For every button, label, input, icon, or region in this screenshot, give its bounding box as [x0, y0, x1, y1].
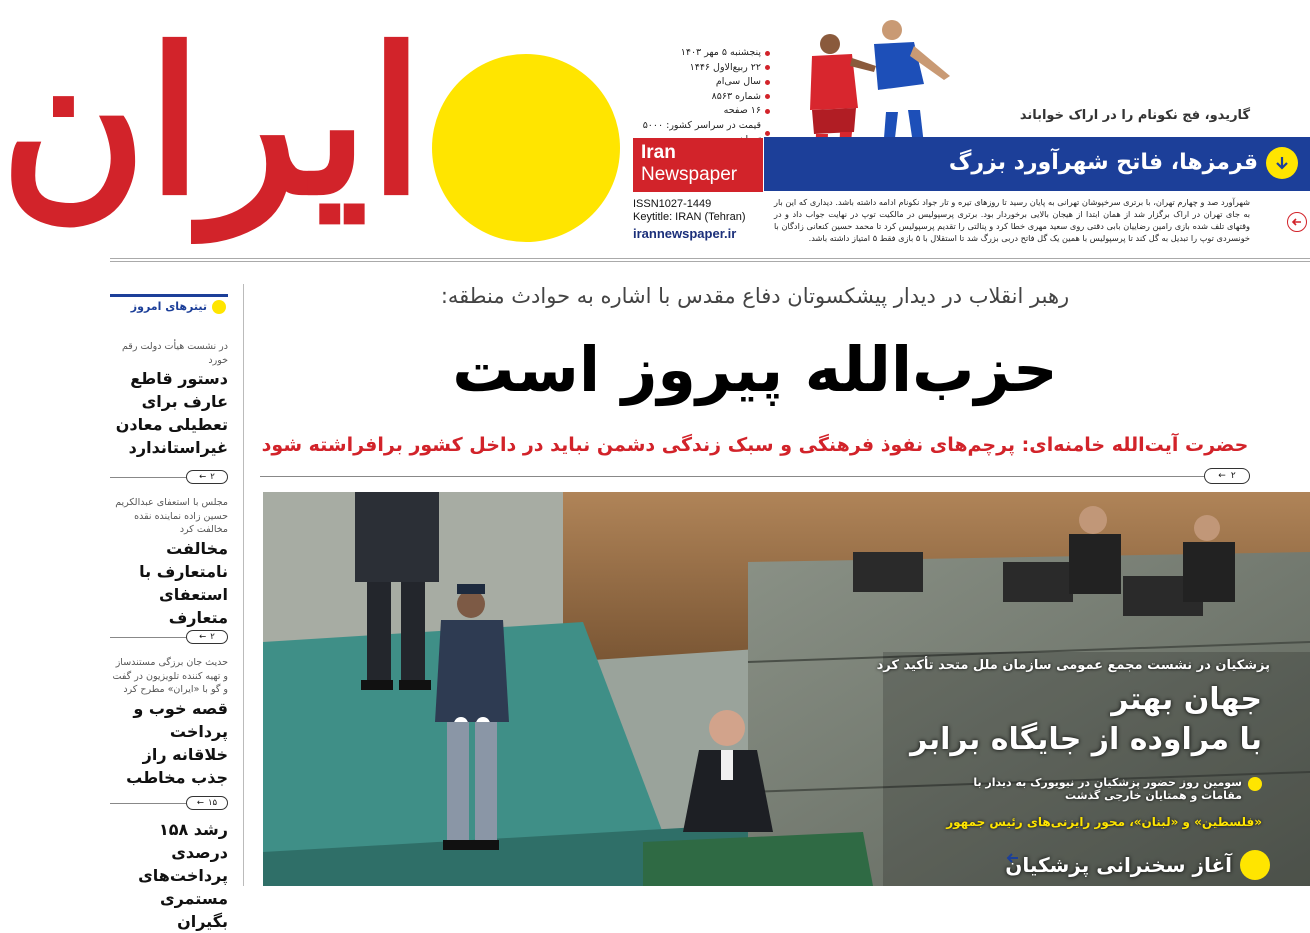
- masthead-rule: [110, 258, 1310, 262]
- page-pill: ← ۲: [1204, 468, 1250, 484]
- issue-meta-row: سال سی‌ام: [630, 75, 770, 90]
- left-story[interactable]: [110, 818, 228, 933]
- left-story-kicker: در نشست هیأت دولت رقم خورد: [121, 341, 228, 366]
- newspaper-logo[interactable]: ایران: [0, 5, 424, 240]
- page-reference[interactable]: [110, 796, 228, 810]
- page-reference[interactable]: [110, 470, 228, 484]
- yellow-bullet-icon: [212, 300, 226, 314]
- un-assembly-photo[interactable]: [263, 492, 1310, 886]
- issue-meta-row: قیمت در سراسر کشور: ۵۰۰۰: [630, 119, 770, 148]
- sport-kicker[interactable]: گاریدو، فج نکونام را در اراک خواباند: [1019, 108, 1250, 123]
- arrow-left-icon[interactable]: [1287, 212, 1307, 232]
- red-dot-icon: [765, 131, 770, 136]
- red-dot-icon: [765, 94, 770, 99]
- main-headline[interactable]: حزب‌الله پیروز است: [452, 333, 1058, 406]
- divider: [110, 477, 186, 478]
- red-dot-icon: [765, 65, 770, 70]
- headline-supra[interactable]: رهبر انقلاب در دیدار پیشکسوتان دفاع مقدس با اشاره به حوادث منطقه:: [440, 284, 1070, 308]
- brand-box: [633, 138, 763, 192]
- page-reference[interactable]: [110, 630, 228, 644]
- masthead: [0, 0, 1310, 258]
- issue-meta-row: پنجشنبه ۵ مهر ۱۴۰۳: [630, 46, 770, 61]
- left-story-title: دستور قاطع عارف برای تعطیلی معادن غیراستاندارد: [115, 369, 228, 457]
- issue-meta-row: ۱۶ صفحه: [630, 104, 770, 119]
- red-dot-icon: [765, 109, 770, 114]
- photo-story-title: [842, 680, 1262, 760]
- arrow-left-icon: ←: [196, 798, 204, 808]
- issn-block: [633, 198, 773, 224]
- divider: [110, 803, 186, 804]
- photo-story-bullet: سومین روز حضور پزشکیان در نیویورک به دیدار با مقامات و همتایان خارجی گذشت: [972, 776, 1262, 802]
- todays-headlines-header: [110, 294, 228, 316]
- brand-line-2: Newspaper: [641, 164, 738, 185]
- website-link[interactable]: irannewspaper.ir: [633, 226, 737, 241]
- yellow-sun-emblem: [432, 54, 620, 242]
- left-story-title: رشد ۱۵۸ درصدی پرداخت‌های مستمری بگیران: [138, 820, 228, 931]
- next-story-title: آغاز سخنرانی پزشکیان: [1005, 853, 1232, 877]
- sub-headline[interactable]: حضرت آیت‌الله خامنه‌ای: پرچم‌های نفوذ فرهنگی و سبک زندگی دشمن نباید در داخل کشور برافراشته شود: [261, 434, 1249, 456]
- photo-story-title-line: جهان بهتر: [1111, 682, 1262, 717]
- arrow-left-icon: [1240, 850, 1270, 880]
- page-pill: ← ۲: [186, 630, 228, 644]
- column-divider: [243, 284, 244, 886]
- left-story[interactable]: [110, 496, 228, 629]
- left-story-kicker: مجلس با استعفای عبدالکریم حسین زاده نماینده نقده مخالفت کرد: [115, 497, 228, 535]
- left-story[interactable]: [110, 340, 228, 459]
- left-story[interactable]: [110, 656, 228, 789]
- arrow-down-icon: [1266, 147, 1298, 179]
- photo-story-title-line: با مراوده از جایگاه برابر: [910, 722, 1262, 757]
- keytitle: Keytitle: IRAN (Tehran): [633, 211, 746, 223]
- left-story-kicker: حدیث جان برزگی مستندساز و تهیه کننده تلویزیون در گفت و گو با «ایران» مطرح کرد: [112, 657, 228, 695]
- arrow-left-icon: ←: [199, 632, 207, 642]
- issn: ISSN1027-1449: [633, 198, 712, 210]
- red-dot-icon: [765, 80, 770, 85]
- brand-line-1: Iran: [641, 142, 676, 163]
- page-pill: ← ۲: [186, 470, 228, 484]
- page-reference[interactable]: [260, 468, 1250, 484]
- issue-meta-row: ۲۲ ربیع‌الاول ۱۴۴۶: [630, 61, 770, 76]
- divider: [260, 476, 1204, 477]
- sport-headline-band[interactable]: [764, 137, 1310, 191]
- issue-meta: [630, 46, 770, 148]
- todays-headlines-column: [110, 268, 236, 931]
- left-story-title: قصه خوب و پرداخت خلاقانه راز جذب مخاطب: [126, 698, 228, 787]
- arrow-left-icon: ←: [199, 472, 207, 482]
- plus-icon: [1248, 777, 1262, 791]
- photo-story-bullet-highlight: «فلسطین» و «لبنان»، محور رایزنی‌های رئیس جمهور: [946, 815, 1262, 829]
- issue-meta-row: شماره ۸۵۶۳: [630, 90, 770, 105]
- page-pill: ← ۱۵: [186, 796, 228, 810]
- sport-headline: قرمزها، فاتح شهرآورد بزرگ: [948, 150, 1258, 175]
- sport-body: شهرآورد صد و چهارم تهران، با برتری سرخپوشان تهرانی به پایان رسید تا روزهای تیره و تار جواد نکونام ادامه داشته باشد. دیداری که این بار به جای تهران در اراک برگزار شد از همان ابتدا از هیجان بالایی برخوردار بود. برتری پرسپولیس در مالکیت توپ در نهایت جواب داد و در وقتهای تلف شده بازی رامین رضاییان بابی دقتی روی سعید مهری خطا کرد و پنالتی را تقدیم پرسپولیس کرد تا محمد حسین کنعانی زادگان با خونسردی توپ را تبدیل به گل کند تا پرسپولیس با همین یک گل فاتح دربی بزرگ شد تا استقلال با ۵ بازی فقط ۵ امتیاز داشته باشد.: [774, 197, 1250, 243]
- todays-headlines-label: تیترهای امروز: [130, 300, 207, 313]
- arrow-left-icon: ←: [1218, 471, 1226, 481]
- next-story-teaser[interactable]: [1005, 850, 1270, 880]
- red-dot-icon: [765, 51, 770, 56]
- divider: [110, 637, 186, 638]
- photo-story-kicker: پزشکیان در نشست مجمع عمومی سازمان ملل متحد تأکید کرد: [876, 658, 1270, 673]
- left-story-title: مخالفت نامتعارف با استعفای متعارف: [139, 538, 228, 627]
